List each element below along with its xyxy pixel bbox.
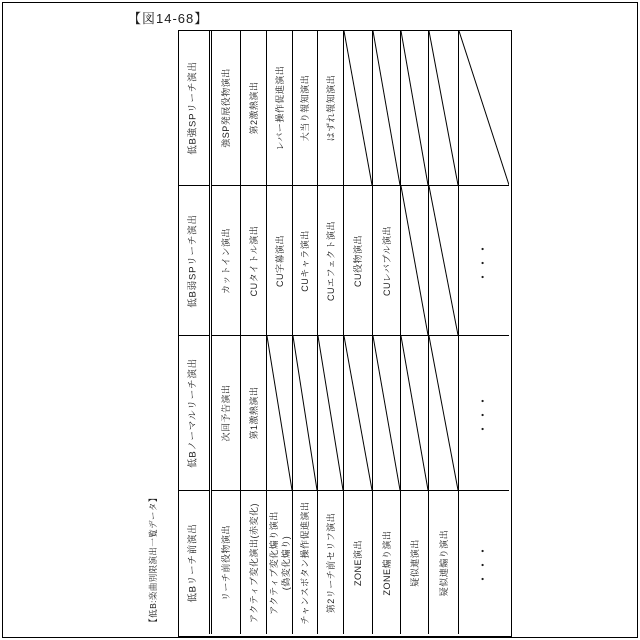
- diagonal-line: [401, 31, 428, 185]
- table-cell-na: [429, 31, 458, 186]
- table-cell: [212, 336, 240, 491]
- table-cell: [344, 186, 372, 336]
- cell-label: アクティブ変化演出(赤変化): [248, 502, 259, 623]
- table-cell-na: [429, 336, 458, 491]
- table-row-band: [212, 31, 241, 634]
- table-cell: [241, 186, 266, 336]
- table-cell-na: [344, 336, 372, 491]
- cell-label: ・・・: [478, 392, 490, 434]
- diagonal-line: [318, 336, 343, 490]
- cell-label: アクティブ変化煽り演出 (偽変化煽り): [268, 510, 291, 615]
- cell-label: チャンスボタン操作促進演出: [299, 501, 310, 624]
- table-cell: [212, 186, 240, 336]
- diagonal-line: [373, 31, 400, 185]
- diagonal-line: [429, 336, 458, 490]
- cell-label: ・・・: [478, 541, 490, 584]
- table-row-band: [373, 31, 401, 634]
- table-cell-na: [459, 31, 509, 186]
- table-row-band: [267, 31, 293, 634]
- cell-label: ZONE演出: [352, 539, 363, 586]
- table-cell: [212, 491, 240, 634]
- table-cell: [373, 491, 400, 634]
- cell-label: 第1激熱演出: [248, 386, 259, 440]
- cell-label: 第2リーチ前セリフ演出: [325, 512, 336, 613]
- column-header-label: 低Bノーマルリーチ演出: [187, 358, 199, 468]
- table-row-band: [459, 31, 509, 634]
- table-cell: [459, 186, 509, 336]
- table: [178, 30, 512, 637]
- table-cell-na: [373, 336, 400, 491]
- table-row-band: [241, 31, 267, 634]
- table-cell: [293, 186, 317, 336]
- table-cell-na: [401, 336, 428, 491]
- cell-label: はずれ報知演出: [325, 74, 336, 142]
- column-header-label: 低Bリーチ前演出: [187, 522, 199, 603]
- column-header: [179, 31, 209, 186]
- table-cell-na: [373, 31, 400, 186]
- column-header: [179, 186, 209, 336]
- table-cell-na: [401, 31, 428, 186]
- table-row-band: [318, 31, 344, 634]
- table-cell: [344, 491, 372, 634]
- cell-label: CUエフェクト演出: [325, 220, 336, 301]
- side-caption-text: 【低B:楽曲別限演出一覧データ】: [148, 493, 158, 627]
- cell-label: 次回予告演出: [220, 384, 231, 442]
- diagonal-line: [344, 31, 372, 185]
- column-header-label: 低B強SPリーチ演出: [187, 61, 199, 155]
- cell-label: カットイン演出: [220, 227, 231, 294]
- cell-label: 強SP発展役物演出: [220, 68, 231, 148]
- table-cell: [241, 336, 266, 491]
- table-cell: [293, 491, 317, 634]
- cell-label: リーチ前役物演出: [220, 524, 231, 601]
- cell-label: CUタイトル演出: [248, 225, 259, 296]
- table-cell: [267, 31, 292, 186]
- diagonal-line: [459, 31, 509, 185]
- cell-label: 疑似連煽り演出: [438, 529, 449, 596]
- table-cell-na: [293, 336, 317, 491]
- diagonal-line: [401, 186, 428, 335]
- table-cell: [373, 186, 400, 336]
- header-band: [179, 31, 212, 634]
- cell-label: CUキャラ演出: [299, 229, 310, 292]
- table-cell: [401, 491, 428, 634]
- figure-title: 【図14-68】: [128, 11, 209, 26]
- table-cell: [459, 336, 509, 491]
- diagonal-line: [373, 336, 400, 490]
- cell-label: 大当り報知演出: [299, 74, 310, 142]
- table-cell-na: [344, 31, 372, 186]
- diagonal-line: [267, 336, 292, 490]
- table-cell: [267, 491, 292, 634]
- table-cell-na: [318, 336, 343, 491]
- table-cell: [318, 31, 343, 186]
- diagonal-line: [401, 336, 428, 490]
- diagonal-line: [344, 336, 372, 490]
- table-cell: [293, 31, 317, 186]
- cell-label: CU字幕演出: [274, 234, 285, 287]
- table-cell: [241, 491, 266, 634]
- table-cell: [212, 31, 240, 186]
- diagonal-line: [293, 336, 317, 490]
- column-header: [179, 491, 209, 634]
- column-header: [179, 336, 209, 491]
- table-cell: [241, 31, 266, 186]
- cell-label: ・・・: [478, 239, 490, 282]
- cell-label: CUレバブル演出: [381, 225, 392, 296]
- table-row-band: [293, 31, 318, 634]
- diagonal-line: [429, 31, 458, 185]
- cell-label: ZONE煽り演出: [381, 529, 392, 596]
- table-cell: [429, 491, 458, 634]
- table-row-band: [401, 31, 429, 634]
- cell-label: CU役物演出: [352, 234, 363, 287]
- table-cell: [267, 186, 292, 336]
- diagonal-line: [429, 186, 458, 335]
- table-cell-na: [401, 186, 428, 336]
- cell-label: レバー操作促進演出: [274, 65, 285, 151]
- table-cell: [318, 186, 343, 336]
- table-cell: [318, 491, 343, 634]
- cell-label: 第2激熱演出: [248, 81, 259, 135]
- table-row-band: [429, 31, 459, 634]
- table-cell-na: [429, 186, 458, 336]
- table-row-band: [344, 31, 373, 634]
- table-cell: [459, 491, 509, 634]
- column-header-label: 低B弱SPリーチ演出: [187, 213, 199, 308]
- table-cell-na: [267, 336, 292, 491]
- side-caption: [141, 488, 165, 632]
- cell-label: 疑似連演出: [409, 538, 420, 587]
